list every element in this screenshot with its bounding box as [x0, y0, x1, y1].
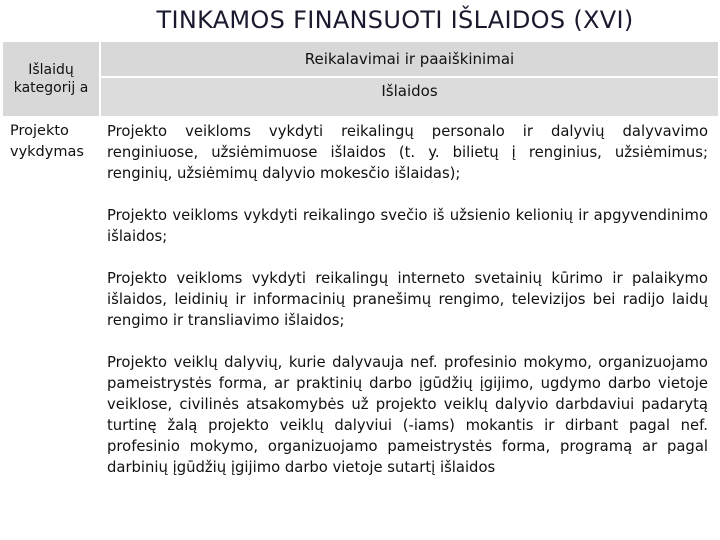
- paragraph-guest-travel: Projekto veikloms vykdyti reikalingo svečio iš užsienio kelionių ir apgyvendinimo išlaidos;: [107, 207, 708, 245]
- page-title: TINKAMOS FINANSUOTI IŠLAIDOS (XVI): [156, 6, 634, 34]
- category-cell: Projekto vykdymas: [10, 123, 84, 160]
- paragraph-participation: Projekto veikloms vykdyti reikalingų personalo ir dalyvių dalyvavimo renginiuose, užsiėmimuose išlaidos (t. y. bilietų į renginius, užsiėmimus; renginių, užsiėmimų dalyvio mokesčio išlaidas);: [107, 123, 708, 182]
- paragraph-websites-media: Projekto veikloms vykdyti reikalingų interneto svetainių kūrimo ir palaikymo išlaidos, leidinių ir informacinių pranešimų rengimo, televizijos bei radijo laidų rengimo ir transliavimo išlaidos;: [107, 270, 708, 329]
- paragraph-liability: Projekto veiklų dalyvių, kurie dalyvauja nef. profesinio mokymo, organizuojamo pameistrystės forma, ar praktinių darbo įgūdžių įgijimo, ugdymo darbo vietoje veiklose, civilinės atsakomybės už projekto veiklų dalyvio darbdaviui padarytą turtinę žalą projekto veiklų dalyviui (-iams) mokantis ir dirbant pagal nef. profesinio mokymo, organizuojamo pameistrystės forma, programą ar pagal darbinių įgūdžių įgijimo darbo vietoje sutartį išlaidos: [107, 354, 708, 476]
- header-category: [3, 42, 99, 116]
- requirements-cell: [107, 121, 708, 499]
- subheader-expenses: Išlaidos: [101, 78, 718, 116]
- header-requirements: Reikalavimai ir paaiškinimai: [101, 42, 718, 76]
- header-category-label: Išlaidų kategorij a: [13, 62, 89, 96]
